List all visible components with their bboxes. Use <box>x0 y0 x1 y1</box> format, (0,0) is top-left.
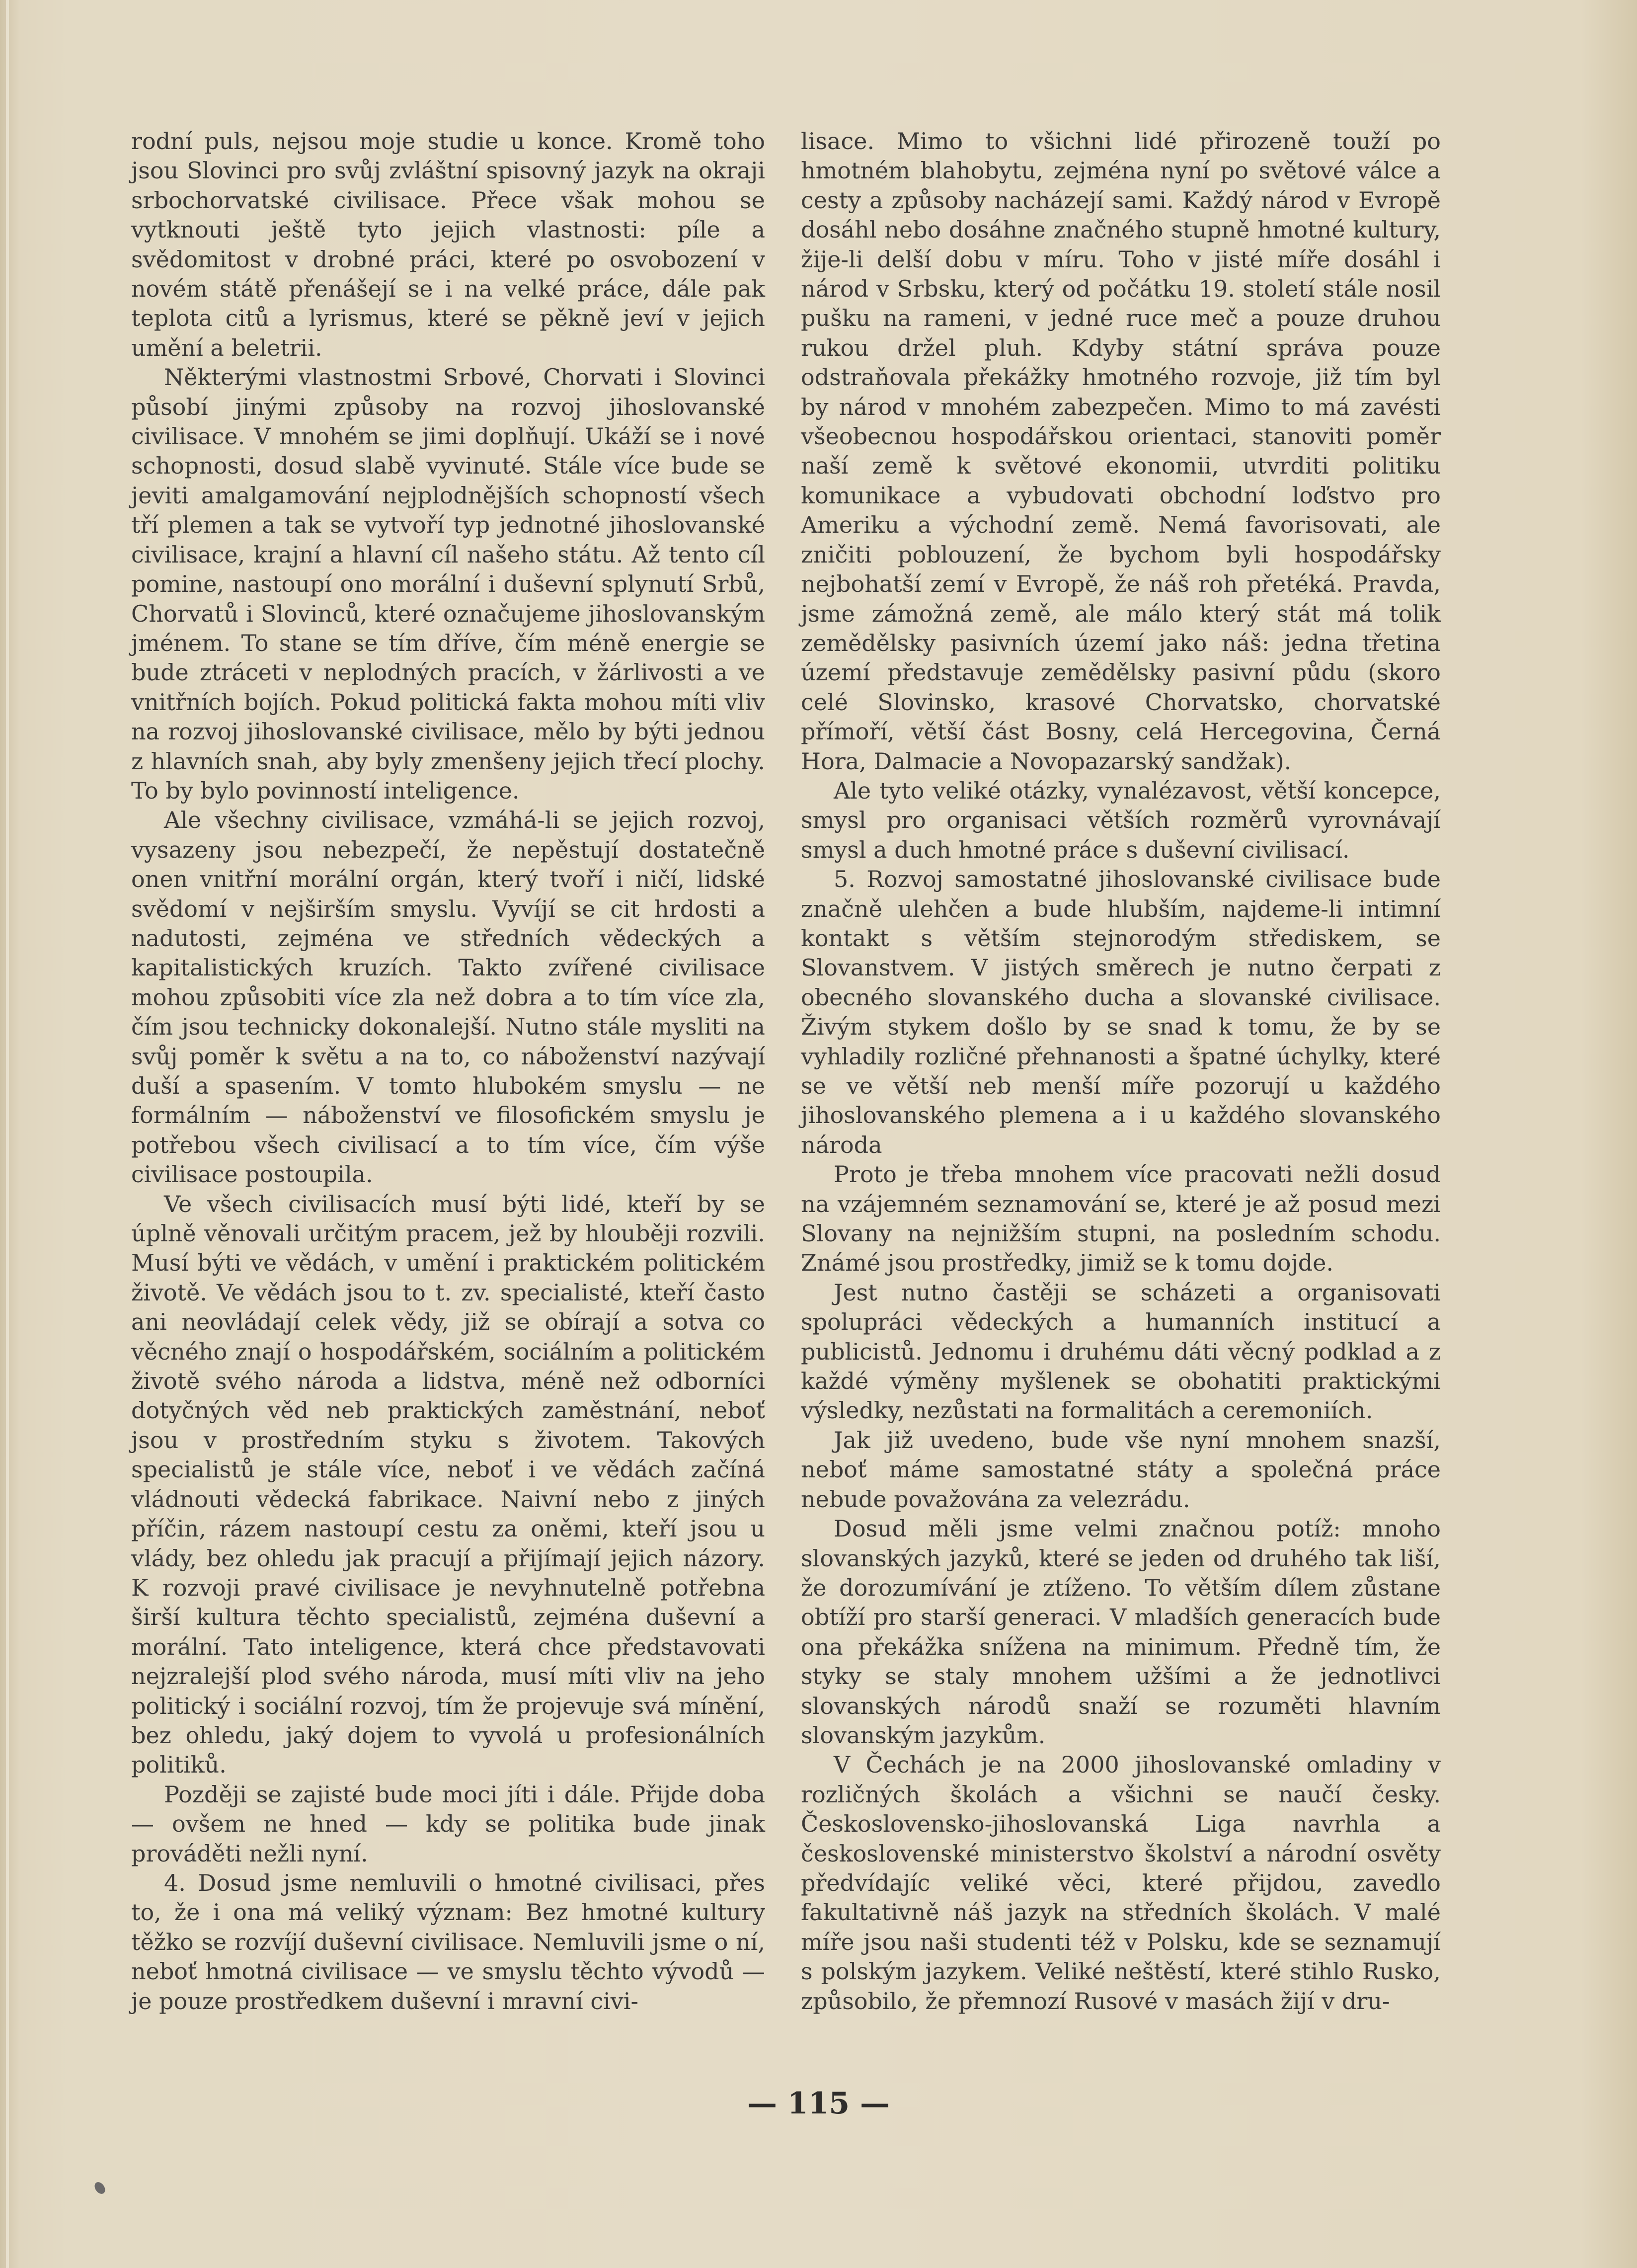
paragraph: 4. Dosud jsme nemluvili o hmotné civilisaci, přes to, že i ona má veliký význam: Bez hmotné kultury těžko se rozvíjí duševní civilisace. Nemluvili jsme o ní, neboť hmotná civilisace — ve smyslu těchto vývodů — je pouze prostředkem duševní i mravní civi- <box>131 1869 765 2015</box>
right-text-column <box>801 127 1441 2016</box>
paragraph: lisace. Mimo to všichni lidé přirozeně touží po hmotném blahobytu, zejména nyní po světové válce a cesty a způsoby nacházejí sami. Každý národ v Evropě dosáhl nebo dosáhne značného stupně hmotné kultury, žije-li delší dobu v míru. Toho v jisté míře dosáhl i národ v Srbsku, který od počátku 19. století stále nosil pušku na rameni, v jedné ruce meč a pouze druhou rukou držel pluh. Kdyby státní správa pouze odstraňovala překážky hmotného rozvoje, již tím byl by národ v mnohém zabezpečen. Mimo to má zavésti všeobecnou hospodářskou orientaci, stanoviti poměr naší země k světové ekonomii, utvrditi politiku komunikace a vybudovati obchodní loďstvo pro Ameriku a východní země. Nemá favorisovati, ale zničiti poblouzení, že bychom byli hospodářsky nejbohatší zemí v Evropě, že náš roh přetéká. Pravda, jsme zámožná země, ale málo který stát má tolik zemědělsky pasivních území jako náš: jedna třetina území představuje zemědělsky pasivní půdu (skoro celé Slovinsko, krasové Chorvatsko, chorvatské přímoří, větší část Bosny, celá Hercegovina, Černá Hora, Dalmacie a Novopazarský sandžak). <box>801 128 1441 775</box>
paragraph: rodní puls, nejsou moje studie u konce. Kromě toho jsou Slovinci pro svůj zvláštní spisovný jazyk na okraji srbochorvatské civilisace. Přece však mohou se vytknouti ještě tyto jejich vlastnosti: píle a svědomitost v drobné práci, které po osvobození v novém státě přenášejí se i na velké práce, dále pak teplota citů a lyrismus, které se pěkně jeví v jejich umění a beletrii. <box>131 128 765 361</box>
paragraph: V Čechách je na 2000 jihoslovanské omladiny v rozličných školách a všichni se naučí česky. Československo-jihoslovanská Liga navrhla a československé ministerstvo školství a národní osvěty předvídajíc veliké věci, které přijdou, zavedlo fakultativně náš jazyk na středních školách. V malé míře jsou naši studenti též v Polsku, kde se seznamují s polským jazykem. Veliké neštěstí, které stihlo Rusko, způsobilo, že přemnozí Rusové v masách žijí v dru- <box>801 1751 1441 2015</box>
paragraph: Proto je třeba mnohem více pracovati nežli dosud na vzájemném seznamování se, které je až posud mezi Slovany na nejnižším stupni, na posledním schodu. Známé jsou prostředky, jimiž se k tomu dojde. <box>801 1161 1441 1277</box>
paragraph: Některými vlastnostmi Srbové, Chorvati i Slovinci působí jinými způsoby na rozvoj jihoslovanské civilisace. V mnohém se jimi doplňují. Ukáží se i nové schopnosti, dosud slabě vyvinuté. Stále více bude se jeviti amalgamování nejplodnějších schopností všech tří plemen a tak se vytvoří typ jednotné jihoslovanské civilisace, krajní a hlavní cíl našeho státu. Až tento cíl pomine, nastoupí ono morální i duševní splynutí Srbů, Chorvatů i Slovinců, které označujeme jihoslovanským jménem. To stane se tím dříve, čím méně energie se bude ztráceti v neplodných pracích, v žárlivosti a ve vnitřních bojích. Pokud politická fakta mohou míti vliv na rozvoj jihoslovanské civilisace, mělo by býti jednou z hlavních snah, aby byly zmenšeny jejich třecí plochy. To by bylo povinností inteligence. <box>131 364 765 804</box>
paragraph: Ale všechny civilisace, vzmáhá-li se jejich rozvoj, vysazeny jsou nebezpečí, že nepěstují dostatečně onen vnitřní morální orgán, který tvoří i ničí, lidské svědomí v nejširším smyslu. Vyvíjí se cit hrdosti a nadutosti, zejména ve středních vědeckých a kapitalistických kruzích. Takto zvířené civilisace mohou způsobiti více zla než dobra a to tím více zla, čím jsou technicky dokonalejší. Nutno stále mysliti na svůj poměr k světu a na to, co náboženství nazývají duší a spasením. V tomto hlubokém smyslu — ne formálním — náboženství ve filosofickém smyslu je potřebou všech civilisací a to tím více, čím výše civilisace postoupila. <box>131 807 765 1188</box>
paragraph: Později se zajisté bude moci jíti i dále. Přijde doba — ovšem ne hned — kdy se politika bude jinak prováděti nežli nyní. <box>131 1781 765 1867</box>
paragraph: Jak již uvedeno, bude vše nyní mnohem snazší, neboť máme samostatné státy a společná práce nebude považována za velezrádu. <box>801 1426 1441 1513</box>
ink-spot <box>92 2180 107 2196</box>
page-number: — 115 — <box>747 2086 890 2121</box>
paragraph: 5. Rozvoj samostatné jihoslovanské civilisace bude značně ulehčen a bude hlubším, najdeme-li intimní kontakt s větším stejnorodým střediskem, se Slovanstvem. V jistých směrech je nutno čerpati z obecného slovanského ducha a slovanské civilisace. Živým stykem došlo by se snad k tomu, že by se vyhladily rozličné přehnanosti a špatné úchylky, které se ve větší neb menší míře pozorují u každého jihoslovanského plemena a i u každého slovanského národa <box>801 866 1441 1158</box>
paragraph: Dosud měli jsme velmi značnou potíž: mnoho slovanských jazyků, které se jeden od druhého tak liší, že dorozumívání je ztíženo. To větším dílem zůstane obtíží pro starší generaci. V mladších generacích bude ona překážka snížena na minimum. Předně tím, že styky se staly mnohem užšími a že jednotlivci slovanských národů snaží se rozuměti hlavním slovanským jazykům. <box>801 1515 1441 1749</box>
paragraph: Ale tyto veliké otázky, vynalézavost, větší koncepce, smysl pro organisaci větších rozměrů vyrovnávají smysl a duch hmotné práce s duševní civilisací. <box>801 777 1441 863</box>
left-text-column <box>131 127 765 2016</box>
page-edge-stripe <box>6 0 9 2268</box>
paragraph: Ve všech civilisacích musí býti lidé, kteří by se úplně věnovali určitým pracem, jež by hlouběji rozvili. Musí býti ve vědách, v umění i praktickém politickém životě. Ve vědách jsou to t. zv. specialisté, kteří často ani neovládají celek vědy, již se obírají a sotva co věcného znají o hospodářském, sociálním a politickém životě svého národa a lidstva, méně než odborníci dotyčných věd neb praktických zaměstnání, neboť jsou v prostředním styku s životem. Takových specialistů je stále více, neboť i ve vědách začíná vládnouti vědecká fabrikace. Naivní nebo z jiných příčin, rázem nastoupí cestu za oněmi, kteří jsou u vlády, bez ohledu jak pracují a přijímají jejich názory. K rozvoji pravé civilisace je nevyhnutelně potřebna širší kultura těchto specialistů, zejména duševní a morální. Tato inteligence, která chce představovati nejzralejší plod svého národa, musí míti vliv na jeho politický i sociální rozvoj, tím že projevuje svá mínění, bez ohledu, jaký dojem to vyvolá u profesionálních politiků. <box>131 1190 765 1779</box>
paragraph: Jest nutno častěji se scházeti a organisovati spolupráci vědeckých a humanních institucí a publicistů. Jednomu i druhému dáti věcný podklad a z každé výměny myšlenek se obohatiti praktickými výsledky, nezůstati na formalitách a ceremoniích. <box>801 1279 1441 1424</box>
